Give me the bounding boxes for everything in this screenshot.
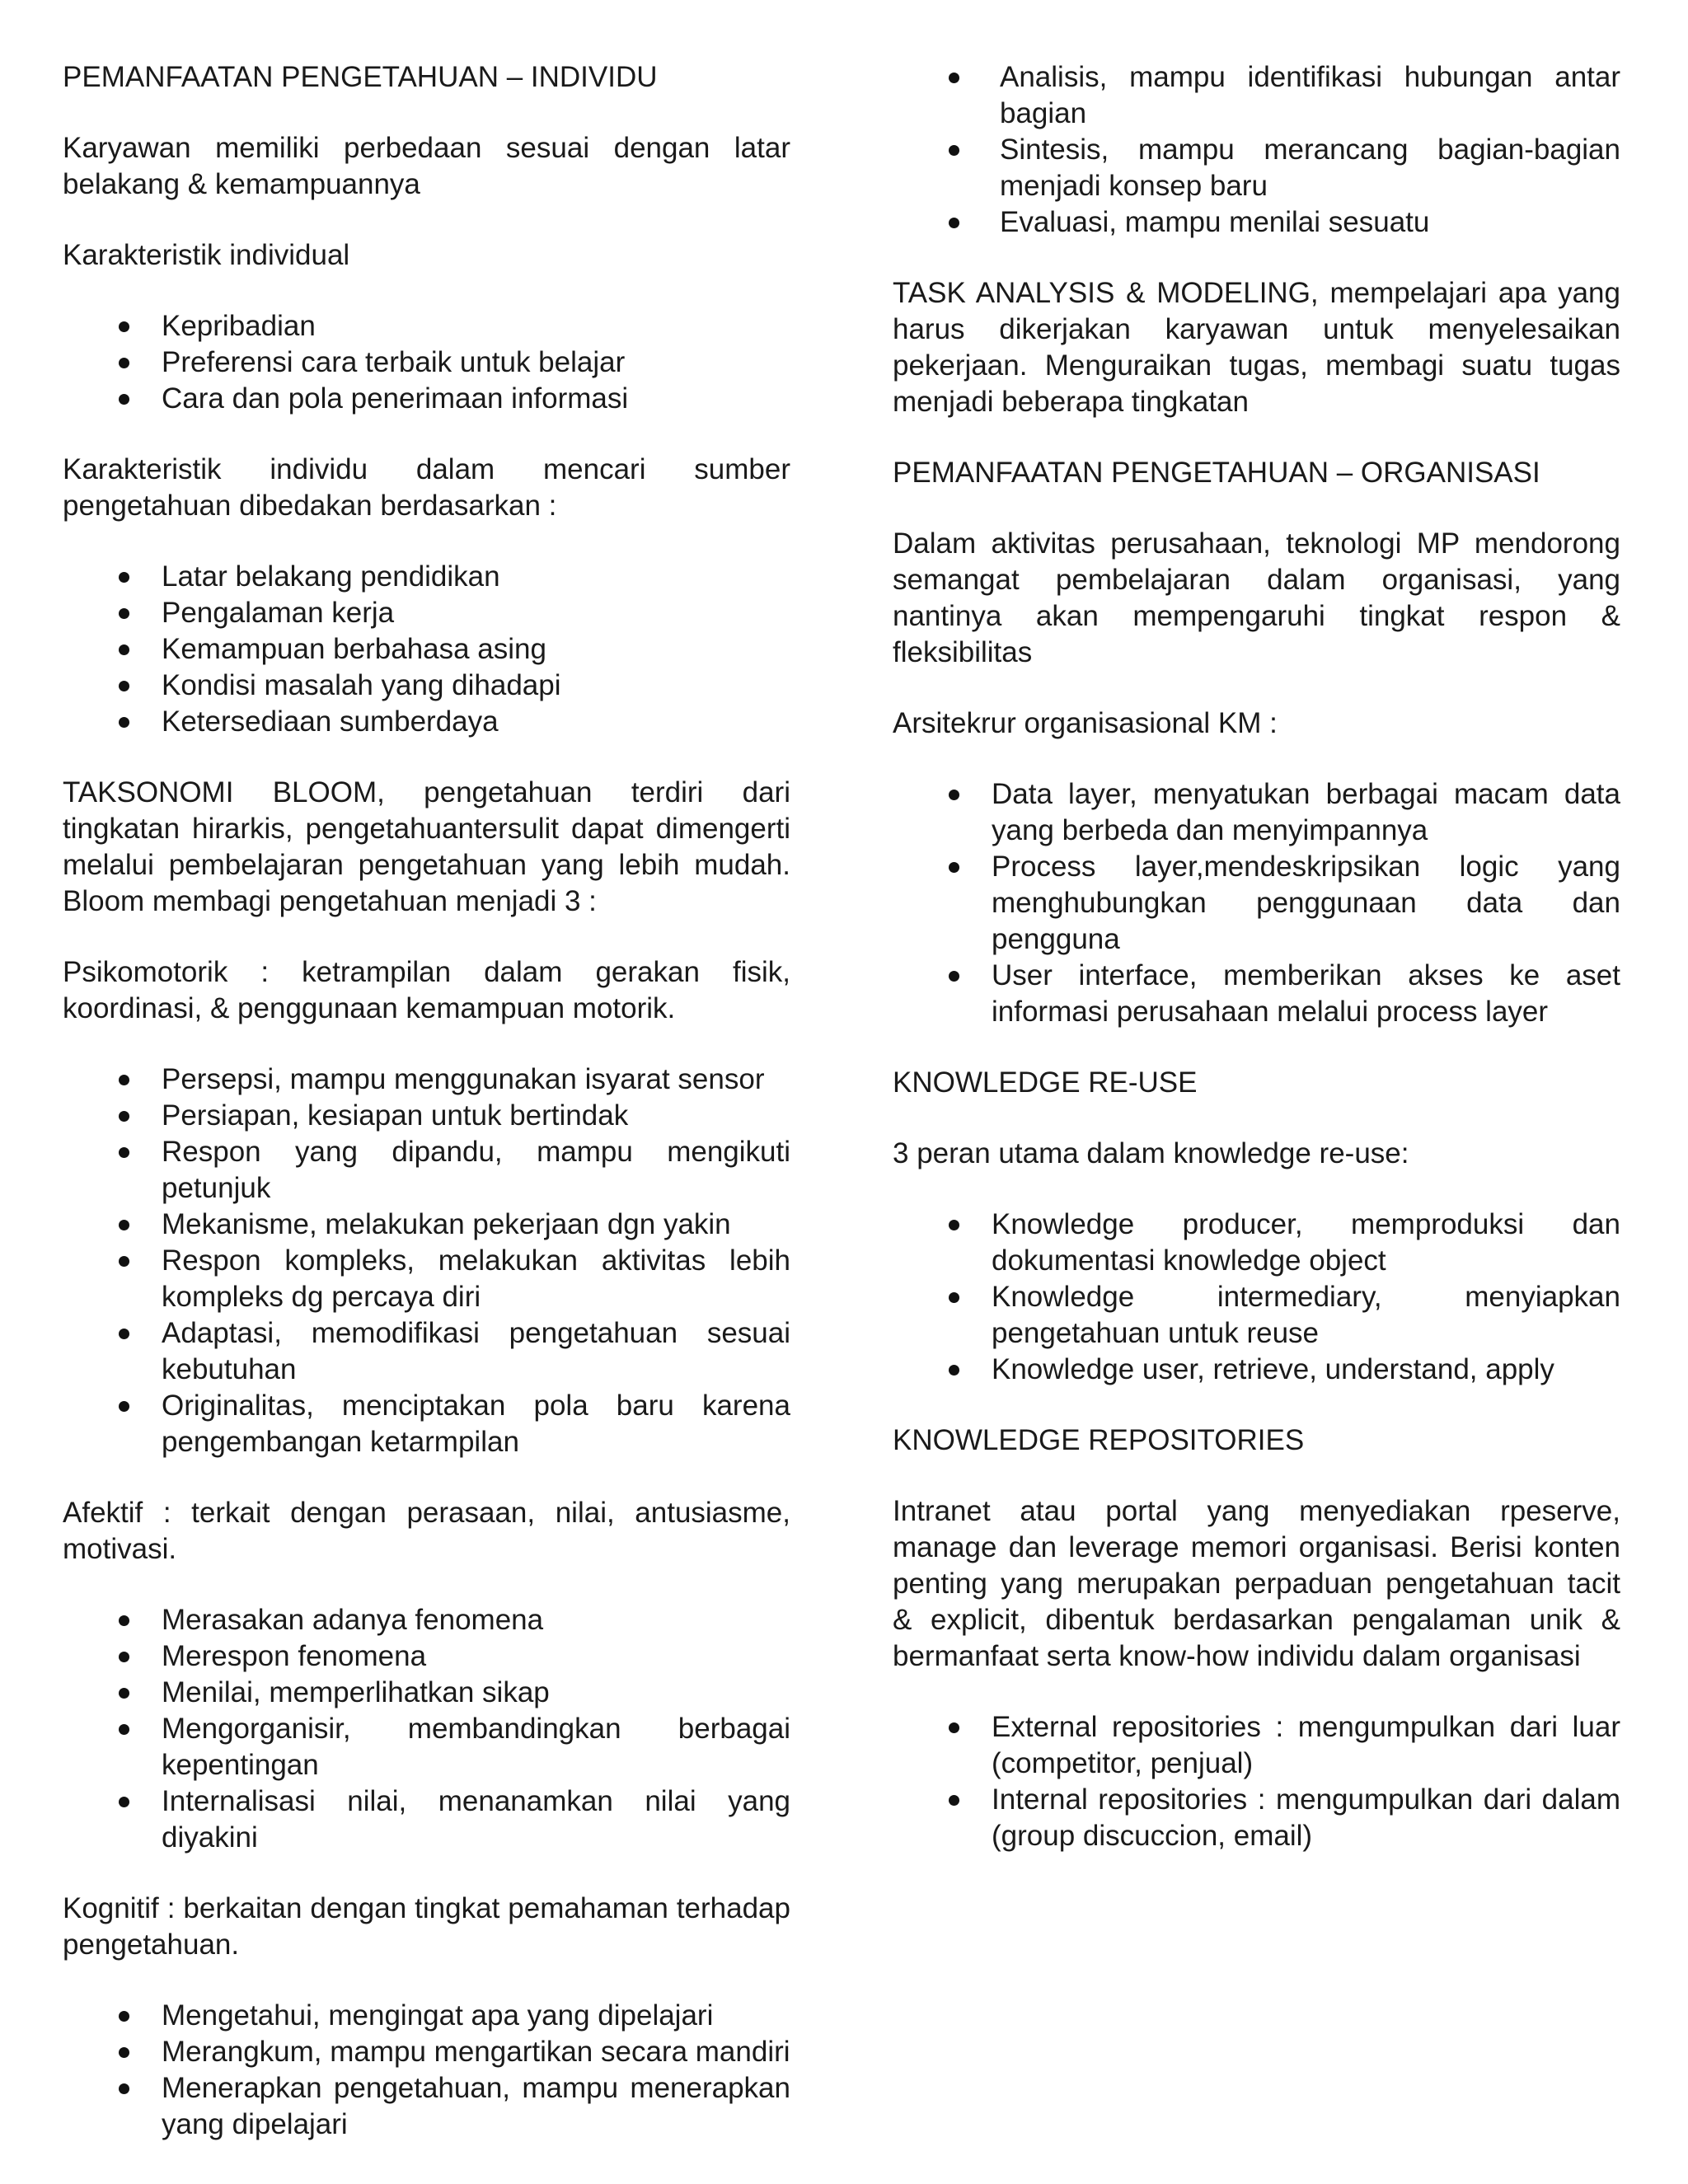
karakteristik-heading: Karakteristik individual — [63, 239, 350, 271]
psikomotorik-heading: Psikomotorik : ketrampilan dalam gerakan fisik, koordinasi, & penggunaan kemampuan motorik. — [63, 956, 790, 1024]
section-title-repositories: KNOWLEDGE REPOSITORIES — [893, 1424, 1305, 1456]
kognitif-list — [63, 1998, 790, 2143]
list-item: Menerapkan pengetahuan, mampu menerapkan yang dipelajari — [63, 2070, 790, 2143]
kognitif-heading: Kognitif : berkaitan dengan tingkat pemahaman terhadap pengetahuan. — [63, 1892, 790, 1961]
section-title-reuse: KNOWLEDGE RE-USE — [893, 1066, 1198, 1099]
karakteristik-list — [63, 308, 790, 417]
organisasi-paragraph: Dalam aktivitas perusahaan, teknologi MP mendorong semangat pembelajaran dalam organisasi, yang nantinya akan mempengaruhi tingkat respon & fleksibilitas — [893, 527, 1620, 668]
left-column — [63, 59, 790, 2177]
list-item: Persiapan, kesiapan untuk bertindak — [63, 1098, 790, 1134]
list-item: Mengetahui, mengingat apa yang dipelajari — [63, 1998, 790, 2034]
task-analysis-paragraph: TASK ANALYSIS & MODELING, mempelajari apa yang harus dikerjakan karyawan untuk menyelesaikan pekerjaan. Menguraikan tugas, membagi suatu tugas menjadi beberapa tingkatan — [893, 277, 1620, 418]
reuse-list — [893, 1207, 1620, 1388]
section-title-organisasi: PEMANFAATAN PENGETAHUAN – ORGANISASI — [893, 457, 1540, 489]
repositories-paragraph: Intranet atau portal yang menyediakan rpeserve, manage dan leverage memori organisasi. Berisi konten penting yang merupakan perpaduan pengetahuan tacit & explicit, dibentuk berdasarkan pengalaman unik & bermanfaat serta know-how individu dalam organisasi — [893, 1495, 1620, 1672]
afektif-list — [63, 1602, 790, 1856]
list-item: Merangkum, mampu mengartikan secara mandiri — [63, 2034, 790, 2070]
list-item: Persepsi, mampu menggunakan isyarat sensor — [63, 1062, 790, 1098]
list-item: Mekanisme, melakukan pekerjaan dgn yakin — [63, 1207, 790, 1243]
intro-paragraph: Karyawan memiliki perbedaan sesuai dengan latar belakang & kemampuannya — [63, 132, 790, 200]
list-item: User interface, memberikan akses ke aset informasi perusahaan melalui process layer — [893, 958, 1620, 1030]
list-item: Knowledge user, retrieve, understand, apply — [893, 1352, 1620, 1388]
repositories-list — [893, 1709, 1620, 1854]
list-item: Internal repositories : mengumpulkan dari dalam (group discuccion, email) — [893, 1782, 1620, 1854]
right-column — [893, 59, 1620, 1889]
section-title-individu: PEMANFAATAN PENGETAHUAN – INDIVIDU — [63, 61, 658, 93]
list-item: Latar belakang pendidikan — [63, 559, 790, 595]
list-item: Respon kompleks, melakukan aktivitas lebih kompleks dg percaya diri — [63, 1243, 790, 1315]
list-item: Evaluasi, mampu menilai sesuatu — [893, 204, 1620, 241]
list-item: Kemampuan berbahasa asing — [63, 631, 790, 668]
list-item: Analisis, mampu identifikasi hubungan antar bagian — [893, 59, 1620, 132]
list-item: Data layer, menyatukan berbagai macam data yang berbeda dan menyimpannya — [893, 776, 1620, 849]
kognitif-continued-list — [893, 59, 1620, 241]
list-item: Kondisi masalah yang dihadapi — [63, 668, 790, 704]
psikomotorik-list — [63, 1062, 790, 1460]
arsitektur-heading: Arsitekrur organisasional KM : — [893, 707, 1278, 739]
list-item: Merespon fenomena — [63, 1638, 790, 1675]
list-item: Preferensi cara terbaik untuk belajar — [63, 344, 790, 381]
sumber-heading: Karakteristik individu dalam mencari sumber pengetahuan dibedakan berdasarkan : — [63, 453, 790, 522]
list-item: Ketersediaan sumberdaya — [63, 704, 790, 740]
afektif-heading: Afektif : terkait dengan perasaan, nilai, antusiasme, motivasi. — [63, 1497, 790, 1565]
list-item: Sintesis, mampu merancang bagian-bagian menjadi konsep baru — [893, 132, 1620, 204]
list-item: Merasakan adanya fenomena — [63, 1602, 790, 1638]
list-item: Process layer,mendeskripsikan logic yang menghubungkan penggunaan data dan pengguna — [893, 849, 1620, 958]
list-item: External repositories : mengumpulkan dari luar (competitor, penjual) — [893, 1709, 1620, 1782]
list-item: Cara dan pola penerimaan informasi — [63, 381, 790, 417]
reuse-heading: 3 peran utama dalam knowledge re-use: — [893, 1137, 1409, 1169]
list-item: Originalitas, menciptakan pola baru karena pengembangan ketarmpilan — [63, 1388, 790, 1460]
list-item: Internalisasi nilai, menanamkan nilai yang diyakini — [63, 1783, 790, 1856]
list-item: Mengorganisir, membandingkan berbagai kepentingan — [63, 1711, 790, 1783]
list-item: Menilai, memperlihatkan sikap — [63, 1675, 790, 1711]
arsitektur-list — [893, 776, 1620, 1030]
list-item: Adaptasi, memodifikasi pengetahuan sesuai kebutuhan — [63, 1315, 790, 1388]
bloom-paragraph: TAKSONOMI BLOOM, pengetahuan terdiri dari tingkatan hirarkis, pengetahuantersulit dapat dimengerti melalui pembelajaran pengetahuan yang lebih mudah. Bloom membagi pengetahuan menjadi 3 : — [63, 776, 790, 917]
list-item: Knowledge producer, memproduksi dan dokumentasi knowledge object — [893, 1207, 1620, 1279]
list-item: Pengalaman kerja — [63, 595, 790, 631]
list-item: Kepribadian — [63, 308, 790, 344]
list-item: Knowledge intermediary, menyiapkan pengetahuan untuk reuse — [893, 1279, 1620, 1352]
list-item: Respon yang dipandu, mampu mengikuti petunjuk — [63, 1134, 790, 1207]
sumber-list — [63, 559, 790, 740]
